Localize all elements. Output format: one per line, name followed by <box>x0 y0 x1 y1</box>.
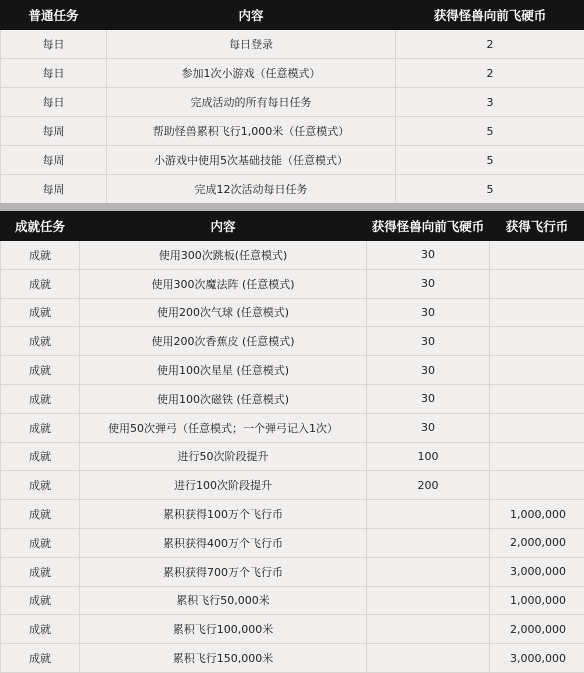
cell-task-type: 成就 <box>1 500 80 529</box>
cell-task-type: 每日 <box>1 59 107 88</box>
table-row <box>1 384 584 413</box>
cell-content: 参加1次小游戏（任意模式） <box>107 59 396 88</box>
cell-content: 使用50次弹弓（任意模式；一个弹弓记入1次） <box>80 413 367 442</box>
cell-content: 进行100次阶段提升 <box>80 471 367 500</box>
cell-task-type: 每周 <box>1 146 107 175</box>
cell-content: 帮助怪兽累积飞行1,000米（任意模式） <box>107 117 396 146</box>
cell-flight-coins <box>490 327 584 356</box>
table-row <box>1 241 584 270</box>
cell-monster-coins: 30 <box>367 327 490 356</box>
table-row <box>1 59 584 88</box>
cell-task-type: 成就 <box>1 557 80 586</box>
table-row <box>1 586 584 615</box>
cell-content: 进行50次阶段提升 <box>80 442 367 471</box>
cell-content: 累积飞行50,000米 <box>80 586 367 615</box>
table-row <box>1 88 584 117</box>
table-row <box>1 327 584 356</box>
table-row <box>1 471 584 500</box>
cell-task-type: 成就 <box>1 471 80 500</box>
cell-content: 使用300次魔法阵 (任意模式) <box>80 269 367 298</box>
cell-monster-coins: 3 <box>396 88 584 117</box>
cell-monster-coins: 5 <box>396 146 584 175</box>
cell-task-type: 成就 <box>1 384 80 413</box>
cell-task-type: 成就 <box>1 528 80 557</box>
cell-flight-coins: 2,000,000 <box>490 528 584 557</box>
cell-flight-coins <box>490 298 584 327</box>
cell-task-type: 成就 <box>1 298 80 327</box>
normal-table-header <box>1 1 584 30</box>
cell-content: 累积获得700万个飞行币 <box>80 557 367 586</box>
table-row <box>1 557 584 586</box>
table-row <box>1 500 584 529</box>
cell-task-type: 成就 <box>1 442 80 471</box>
cell-content: 使用200次气球 (任意模式) <box>80 298 367 327</box>
cell-flight-coins <box>490 241 584 270</box>
table-row <box>1 413 584 442</box>
table-row <box>1 442 584 471</box>
cell-task-type: 成就 <box>1 586 80 615</box>
cell-task-type: 成就 <box>1 413 80 442</box>
cell-content: 使用300次跳板(任意模式) <box>80 241 367 270</box>
cell-task-type: 每日 <box>1 30 107 59</box>
cell-monster-coins: 100 <box>367 442 490 471</box>
cell-flight-coins <box>490 471 584 500</box>
cell-content: 累积获得400万个飞行币 <box>80 528 367 557</box>
cell-monster-coins: 2 <box>396 59 584 88</box>
table-separator <box>0 203 584 211</box>
cell-task-type: 每日 <box>1 88 107 117</box>
achievement-task-table <box>0 211 584 673</box>
table-row <box>1 175 584 204</box>
cell-task-type: 成就 <box>1 269 80 298</box>
table-row <box>1 528 584 557</box>
cell-content: 使用200次香蕉皮 (任意模式) <box>80 327 367 356</box>
table-row <box>1 298 584 327</box>
cell-task-type: 成就 <box>1 644 80 673</box>
cell-monster-coins: 30 <box>367 413 490 442</box>
cell-monster-coins: 30 <box>367 241 490 270</box>
cell-monster-coins: 5 <box>396 117 584 146</box>
cell-content: 累积飞行150,000米 <box>80 644 367 673</box>
cell-monster-coins: 30 <box>367 298 490 327</box>
cell-content: 小游戏中使用5次基础技能（任意模式） <box>107 146 396 175</box>
cell-task-type: 每周 <box>1 117 107 146</box>
achievement-table-header <box>1 212 584 241</box>
cell-content: 每日登录 <box>107 30 396 59</box>
table-row <box>1 356 584 385</box>
cell-task-type: 成就 <box>1 615 80 644</box>
cell-task-type: 每周 <box>1 175 107 204</box>
cell-content: 累积飞行100,000米 <box>80 615 367 644</box>
cell-content: 使用100次磁铁 (任意模式) <box>80 384 367 413</box>
cell-monster-coins <box>367 528 490 557</box>
cell-flight-coins <box>490 413 584 442</box>
cell-monster-coins: 200 <box>367 471 490 500</box>
normal-task-table <box>0 0 584 204</box>
cell-content: 累积获得100万个飞行币 <box>80 500 367 529</box>
header-content: 内容 <box>80 212 367 241</box>
cell-monster-coins: 2 <box>396 30 584 59</box>
cell-content: 完成活动的所有每日任务 <box>107 88 396 117</box>
cell-flight-coins <box>490 269 584 298</box>
cell-flight-coins: 2,000,000 <box>490 615 584 644</box>
cell-monster-coins: 30 <box>367 356 490 385</box>
header-task-type: 普通任务 <box>1 1 107 30</box>
header-task-type: 成就任务 <box>1 212 80 241</box>
table-row <box>1 269 584 298</box>
header-flight-coins: 获得飞行币 <box>490 212 584 241</box>
cell-monster-coins: 5 <box>396 175 584 204</box>
cell-flight-coins: 1,000,000 <box>490 500 584 529</box>
cell-monster-coins <box>367 557 490 586</box>
table-row <box>1 30 584 59</box>
cell-monster-coins <box>367 615 490 644</box>
table-row <box>1 644 584 673</box>
header-monster-coins: 获得怪兽向前飞硬币 <box>396 1 584 30</box>
cell-flight-coins: 3,000,000 <box>490 557 584 586</box>
table-row <box>1 615 584 644</box>
cell-content: 使用100次星星 (任意模式) <box>80 356 367 385</box>
cell-task-type: 成就 <box>1 241 80 270</box>
cell-flight-coins <box>490 384 584 413</box>
header-content: 内容 <box>107 1 396 30</box>
cell-flight-coins: 3,000,000 <box>490 644 584 673</box>
cell-monster-coins <box>367 586 490 615</box>
cell-monster-coins: 30 <box>367 384 490 413</box>
cell-monster-coins <box>367 500 490 529</box>
cell-task-type: 成就 <box>1 327 80 356</box>
cell-monster-coins: 30 <box>367 269 490 298</box>
table-row <box>1 146 584 175</box>
cell-flight-coins <box>490 442 584 471</box>
cell-content: 完成12次活动每日任务 <box>107 175 396 204</box>
cell-flight-coins <box>490 356 584 385</box>
cell-flight-coins: 1,000,000 <box>490 586 584 615</box>
table-row <box>1 117 584 146</box>
header-monster-coins: 获得怪兽向前飞硬币 <box>367 212 490 241</box>
cell-task-type: 成就 <box>1 356 80 385</box>
cell-monster-coins <box>367 644 490 673</box>
